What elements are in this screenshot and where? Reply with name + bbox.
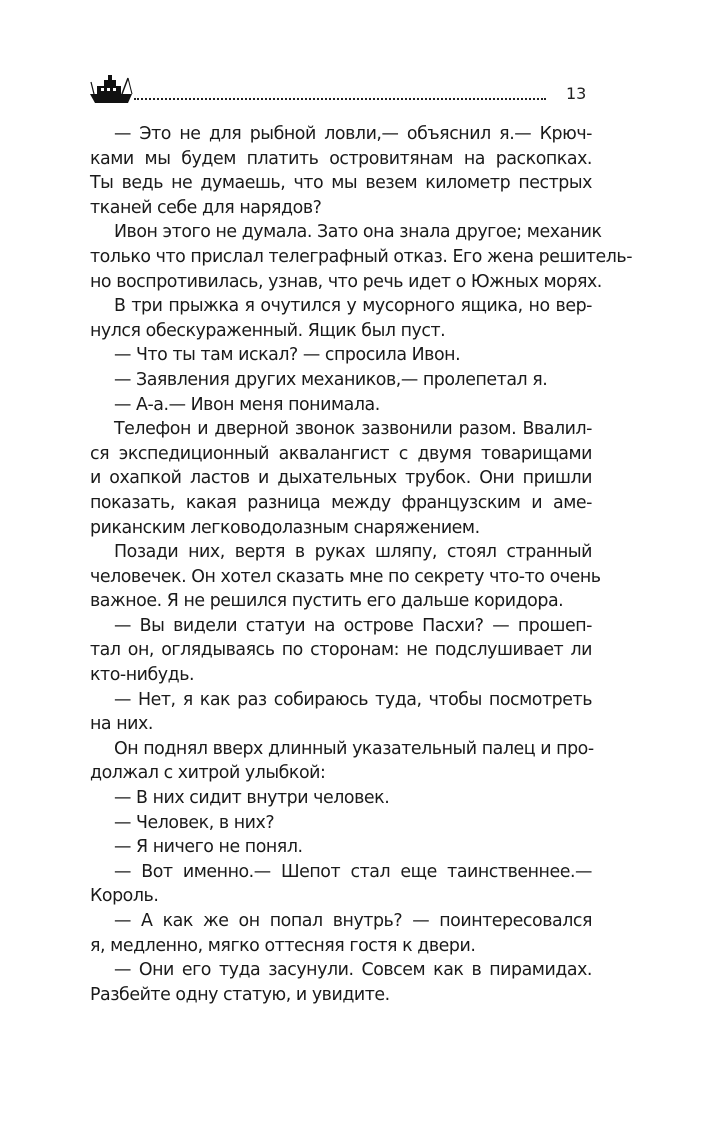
text-line: важное. Я не решился пустить его дальше коридора. [90, 591, 564, 612]
ship-icon [88, 72, 134, 106]
text-line: человечек. Он хотел сказать мне по секрету что-то очень [90, 566, 601, 587]
text-line: — А как же он попал внутрь? — поинтересовался [114, 911, 592, 931]
text-line: ся экспедиционный аквалангист с двумя товарищами [90, 443, 592, 464]
text-line: показать, какая разница между французским и аме- [90, 492, 592, 513]
text-line: только что прислал телеграфный отказ. Его жена решитель- [90, 246, 633, 267]
text-line: — А-а.— Ивон меня понимала. [114, 394, 380, 415]
text-line: кто-нибудь. [90, 665, 195, 686]
text-line: Король. [90, 886, 159, 907]
text-line: тканей себе для нарядов? [90, 197, 322, 218]
text-line: должал с хитрой улыбкой: [90, 763, 326, 784]
page-header [88, 72, 598, 108]
text-line: ками мы будем платить островитянам на раскопках. [90, 148, 592, 169]
text-line: — Вот именно.— Шепот стал еще таинственнее.— [114, 861, 592, 882]
text-line: нулся обескураженный. Ящик был пуст. [90, 320, 446, 341]
text-line: тал он, оглядываясь по сторонам: не подслушивает ли [90, 640, 592, 661]
text-line: В три прыжка я очутился у мусорного ящика, но вер- [114, 296, 592, 317]
text-line: — Заявления других механиков,— пролепетал я. [114, 369, 548, 390]
text-line: но воспротивилась, узнав, что речь идет о Южных морях. [90, 271, 602, 292]
text-line: — Я ничего не понял. [114, 837, 303, 858]
text-line: риканским легководолазным снаряжением. [90, 517, 480, 538]
text-line: Разбейте одну статую, и увидите. [90, 984, 390, 1005]
text-line: — Они его туда засунули. Совсем как в пирамидах. [114, 960, 592, 981]
text-line: Ивон этого не думала. Зато она знала другое; механик [114, 222, 602, 243]
text-line: на них. [90, 714, 153, 735]
page-number: 13 [566, 84, 587, 103]
text-line: Телефон и дверной звонок зазвонили разом. Ввалил- [114, 419, 592, 440]
text-line: — Вы видели статуи на острове Пасхи? — прошеп- [114, 615, 592, 636]
text-line: я, медленно, мягко оттесняя гостя к двери. [90, 935, 476, 956]
header-dotted-rule [134, 98, 546, 100]
text-line: Позади них, вертя в руках шляпу, стоял странный [114, 542, 592, 563]
text-line: Ты ведь не думаешь, что мы везем километр пестрых [90, 173, 592, 194]
text-line: — Что ты там искал? — спросила Ивон. [114, 345, 461, 366]
text-line: — Это не для рыбной ловли,— объяснил я.— Крюч- [114, 124, 592, 144]
text-line: — Человек, в них? [114, 812, 275, 833]
text-line: Он поднял вверх длинный указательный палец и про- [114, 738, 594, 759]
body-text [90, 122, 633, 1007]
text-line: и охапкой ластов и дыхательных трубок. Они пришли [90, 468, 592, 489]
text-line: — Нет, я как раз собираюсь туда, чтобы посмотреть [114, 689, 592, 710]
text-line: — В них сидит внутри человек. [114, 788, 390, 809]
